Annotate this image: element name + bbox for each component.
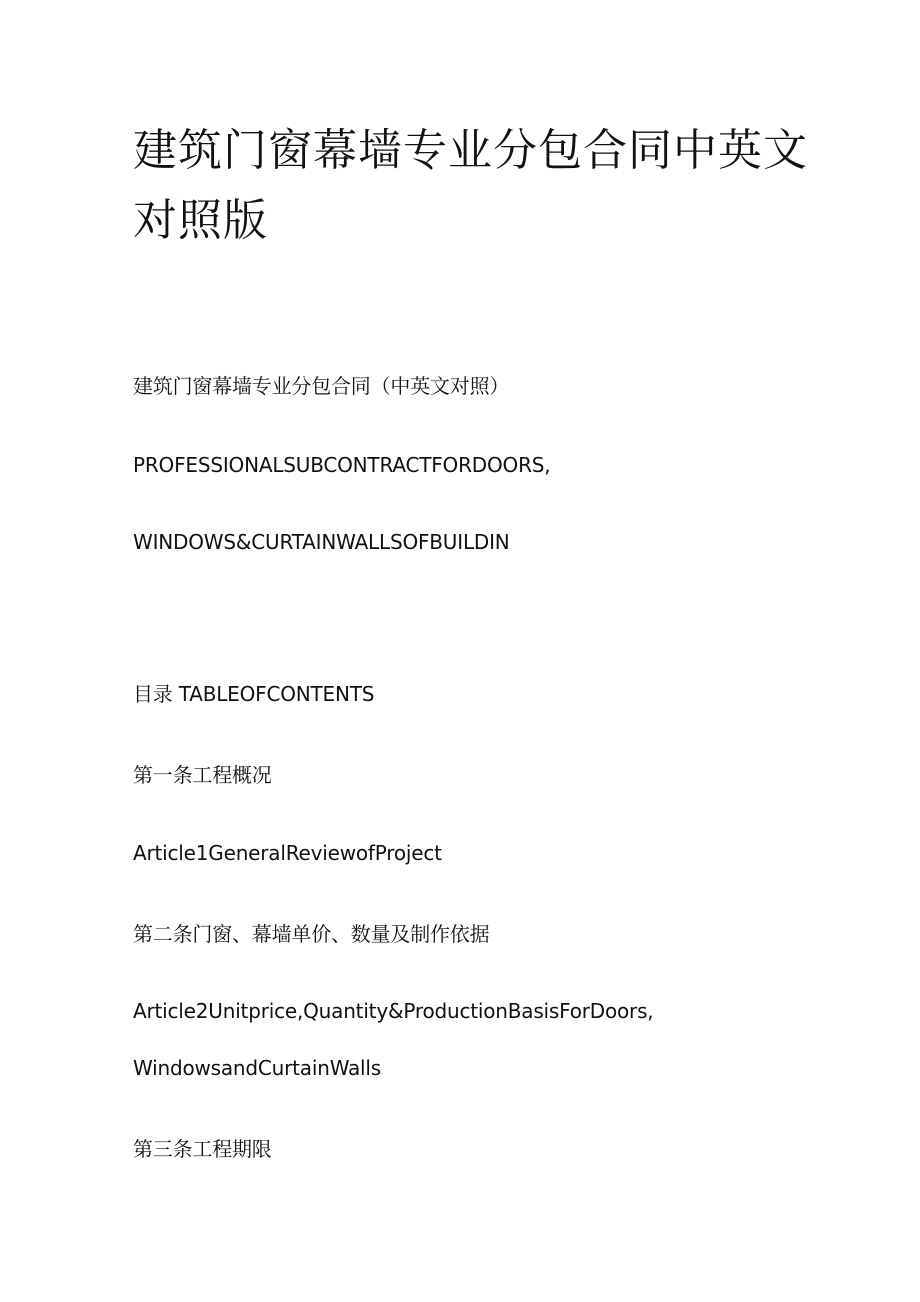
toc-entry-2-english-line-2: WindowsandCurtainWalls — [133, 1056, 381, 1080]
document-title-line-2: 对照版 — [133, 195, 268, 246]
subtitle-english-line-1: PROFESSIONALSUBCONTRACTFORDOORS, — [133, 453, 551, 477]
document-title — [133, 116, 808, 256]
toc-entry-1-chinese: 第一条工程概况 — [133, 763, 272, 787]
toc-entry-2-chinese: 第二条门窗、幕墙单价、数量及制作依据 — [133, 922, 490, 946]
toc-entry-2-english-line-1: Article2Unitprice,Quantity&ProductionBasisForDoors, — [133, 999, 654, 1023]
toc-heading: 目录 TABLEOFCONTENTS — [133, 682, 375, 706]
toc-entry-1-english: Article1GeneralReviewofProject — [133, 841, 442, 865]
toc-entry-3-chinese: 第三条工程期限 — [133, 1137, 272, 1161]
subtitle-chinese: 建筑门窗幕墙专业分包合同（中英文对照） — [133, 374, 510, 398]
document-title-line-1: 建筑门窗幕墙专业分包合同中英文 — [133, 125, 808, 176]
subtitle-english-line-2: WINDOWS&CURTAINWALLSOFBUILDIN — [133, 530, 510, 554]
